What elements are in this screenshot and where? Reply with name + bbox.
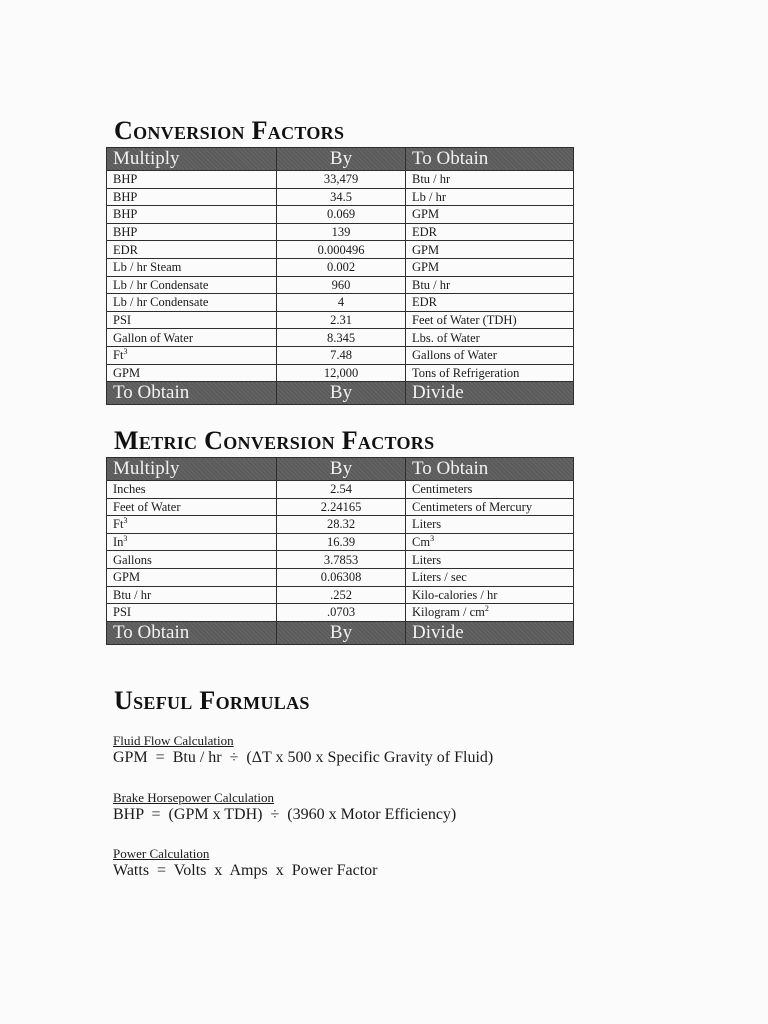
formula-equation: GPM = Btu / hr ÷ (ΔT x 500 x Specific Gravity of Fluid) [113,749,494,766]
cell-to-obtain: GPM [406,206,574,224]
cell-to-obtain: Liters / sec [406,568,574,586]
table-row [107,586,574,604]
footer-to-obtain: To Obtain [107,621,277,644]
table-row [107,206,574,224]
cell-to-obtain: Gallons of Water [406,346,574,364]
conversion-table-body [107,171,574,382]
cell-multiply: Ft$^3$ [107,346,277,364]
cell-by: 0.002 [277,258,406,276]
cell-to-obtain: Kilo-calories / hr [406,586,574,604]
cell-to-obtain: Btu / hr [406,276,574,294]
cell-multiply: Gallon of Water [107,329,277,347]
header-to-obtain: To Obtain [406,458,574,481]
cell-to-obtain: Kilogram / $cm^2$ [406,604,574,622]
header-by: By [277,458,406,481]
footer-by: By [277,621,406,644]
conversion-factors-table [106,147,574,405]
metric-conversion-factors-heading: Metric Conversion Factors [114,426,435,455]
cell-by: .252 [277,586,406,604]
cell-by: 0.069 [277,206,406,224]
cell-by: 7.48 [277,346,406,364]
formula-equation: Watts = Volts x Amps x Power Factor [113,862,378,879]
superscript: 2 [484,604,489,614]
table-row [107,551,574,569]
cell-by: .0703 [277,604,406,622]
formula-fluid-flow [113,733,493,768]
cell-multiply: PSI [107,604,277,622]
cell-multiply: Feet of Water [107,498,277,516]
cell-to-obtain: Centimeters [406,481,574,499]
table-row [107,241,574,259]
cell-multiply: BHP [107,223,277,241]
formula-brake-horsepower [113,790,456,825]
superscript: 3 [123,534,128,544]
cell-by: 960 [277,276,406,294]
footer-to-obtain: To Obtain [107,382,277,405]
cell-multiply: In$^3$ [107,533,277,551]
cell-multiply: GPM [107,568,277,586]
cell-multiply: Lb / hr Condensate [107,294,277,312]
table-row [107,516,574,534]
table-row [107,346,574,364]
cell-to-obtain: GPM [406,241,574,259]
table-row [107,364,574,382]
cell-multiply: GPM [107,364,277,382]
cell-multiply: BHP [107,188,277,206]
superscript: 3 [123,347,128,357]
cell-by: 0.000496 [277,241,406,259]
superscript: 3 [123,516,128,526]
table-row [107,258,574,276]
table-header-row [107,148,574,171]
table-header-row [107,458,574,481]
table-row [107,604,574,622]
cell-multiply: Ft$^3$ [107,516,277,534]
cell-by: 2.31 [277,311,406,329]
cell-by: 139 [277,223,406,241]
cell-to-obtain: Lbs. of Water [406,329,574,347]
cell-to-obtain: Lb / hr [406,188,574,206]
table-row [107,329,574,347]
cell-by: 2.54 [277,481,406,499]
footer-by: By [277,382,406,405]
table-row [107,188,574,206]
cell-by: 2.24165 [277,498,406,516]
cell-by: 8.345 [277,329,406,347]
cell-multiply: PSI [107,311,277,329]
cell-multiply: BHP [107,206,277,224]
header-multiply: Multiply [107,458,277,481]
metric-table-body [107,481,574,622]
cell-by: 3.7853 [277,551,406,569]
cell-multiply: EDR [107,241,277,259]
cell-multiply: BHP [107,171,277,189]
table-row [107,311,574,329]
table-row [107,171,574,189]
formula-label: Power Calculation [113,846,210,861]
footer-divide: Divide [406,621,574,644]
cell-to-obtain: EDR [406,294,574,312]
table-row [107,276,574,294]
cell-by: 0.06308 [277,568,406,586]
footer-divide: Divide [406,382,574,405]
cell-to-obtain: Feet of Water (TDH) [406,311,574,329]
cell-multiply: Inches [107,481,277,499]
cell-to-obtain: Btu / hr [406,171,574,189]
table-row [107,223,574,241]
useful-formulas-heading: Useful Formulas [114,686,310,715]
superscript: 3 [430,534,435,544]
cell-to-obtain: Tons of Refrigeration [406,364,574,382]
table-row [107,568,574,586]
cell-by: 33,479 [277,171,406,189]
cell-to-obtain: Liters [406,516,574,534]
header-multiply: Multiply [107,148,277,171]
cell-by: 12,000 [277,364,406,382]
formula-equation: BHP = (GPM x TDH) ÷ (3960 x Motor Efficiency) [113,806,457,823]
cell-to-obtain: Centimeters of Mercury [406,498,574,516]
header-by: By [277,148,406,171]
header-to-obtain: To Obtain [406,148,574,171]
table-row [107,294,574,312]
cell-multiply: Lb / hr Condensate [107,276,277,294]
table-row [107,533,574,551]
cell-multiply: Gallons [107,551,277,569]
cell-to-obtain: Cm$^3$ [406,533,574,551]
cell-multiply: Btu / hr [107,586,277,604]
cell-by: 4 [277,294,406,312]
cell-by: 34.5 [277,188,406,206]
formula-label: Fluid Flow Calculation [113,733,234,748]
cell-multiply: Lb / hr Steam [107,258,277,276]
cell-to-obtain: EDR [406,223,574,241]
cell-to-obtain: Liters [406,551,574,569]
cell-by: 28.32 [277,516,406,534]
cell-by: 16.39 [277,533,406,551]
table-row [107,481,574,499]
conversion-factors-heading: Conversion Factors [114,116,345,145]
formula-power [113,846,377,881]
formula-label: Brake Horsepower Calculation [113,790,275,805]
table-footer-row [107,382,574,405]
table-row [107,498,574,516]
cell-to-obtain: GPM [406,258,574,276]
metric-conversion-factors-table [106,457,574,645]
table-footer-row [107,621,574,644]
